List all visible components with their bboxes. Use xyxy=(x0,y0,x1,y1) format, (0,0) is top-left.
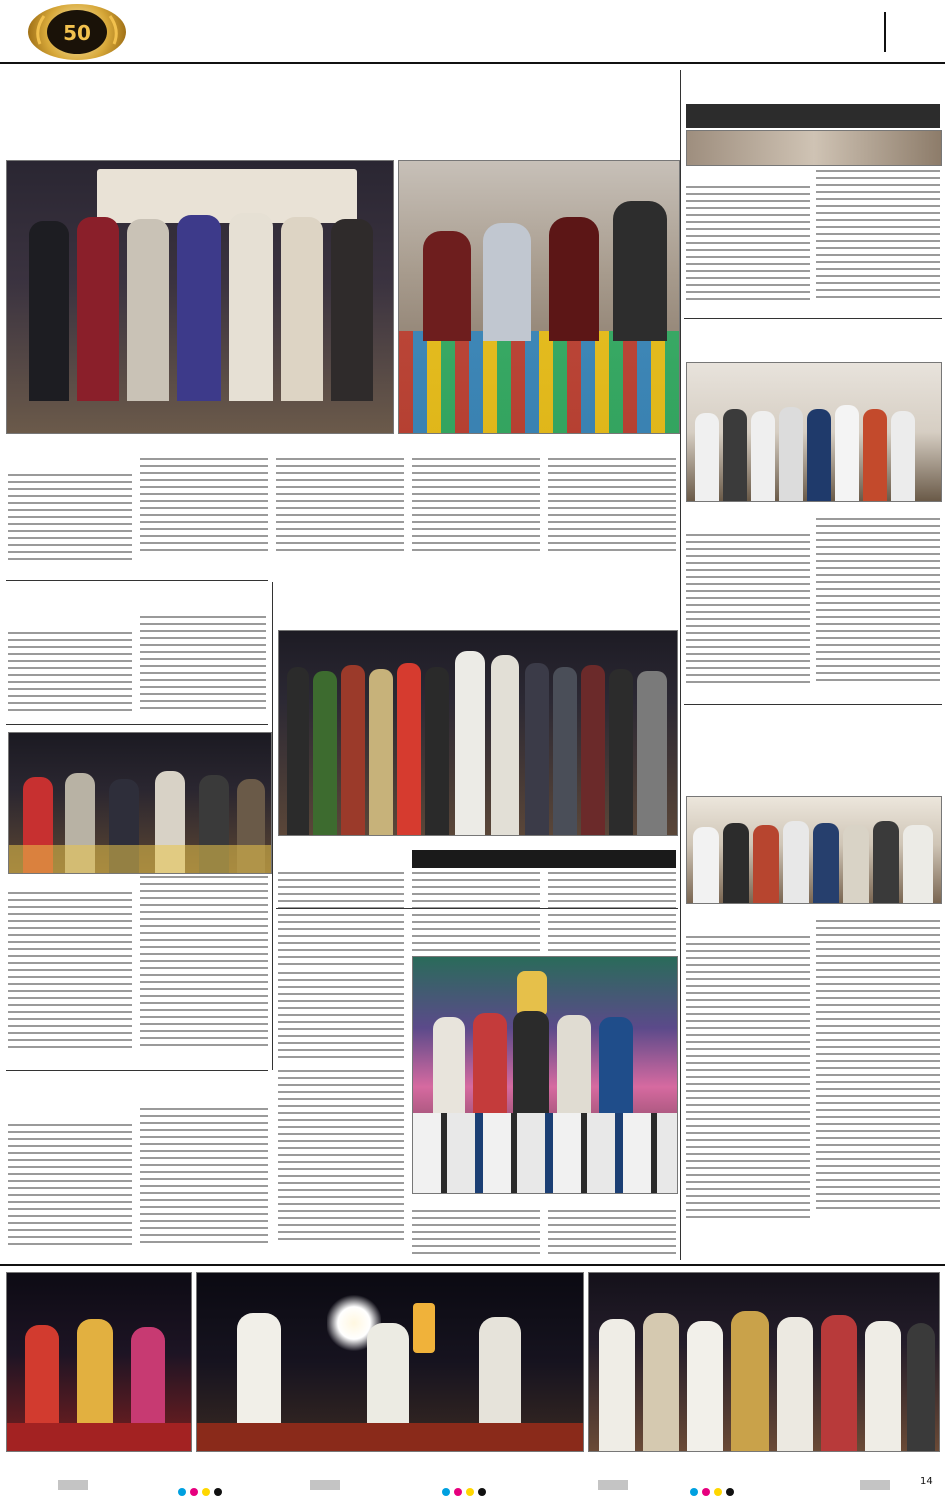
bottom-caption-left xyxy=(6,1454,190,1466)
magenta-dot xyxy=(702,1488,710,1496)
masthead-rule xyxy=(0,62,945,64)
footer-gray-bar-2 xyxy=(310,1480,340,1490)
left-temple-headline xyxy=(8,582,266,612)
black-dot xyxy=(214,1488,222,1496)
left-temple-col-1 xyxy=(8,616,132,722)
left-pilgrim-dateline xyxy=(8,1108,132,1120)
right-top-subhead xyxy=(686,104,940,128)
cyan-dot xyxy=(690,1488,698,1496)
left-pilgrim-col-2 xyxy=(140,1108,268,1260)
right-story-separator-1 xyxy=(684,318,942,319)
yellow-dot xyxy=(714,1488,722,1496)
yellow-dot xyxy=(466,1488,474,1496)
volleyball-stage-photo-wide xyxy=(8,732,272,874)
bottom-caption-right xyxy=(588,1454,938,1466)
center-cricket-dateline xyxy=(278,956,404,968)
left-separator-3 xyxy=(6,1070,268,1071)
left-temple-col-2 xyxy=(140,616,266,722)
registration-dots-3 xyxy=(688,1481,748,1491)
right-top-photo xyxy=(686,130,942,166)
left-temple-dateline xyxy=(8,616,132,628)
page-number xyxy=(892,8,938,54)
masthead-divider xyxy=(884,12,886,52)
cyan-dot xyxy=(442,1488,450,1496)
footer-gray-bar-1 xyxy=(58,1480,88,1490)
right-column-divider-lower xyxy=(680,888,681,1260)
right-2-col-1 xyxy=(686,518,810,702)
center-bjd-caption xyxy=(280,836,676,848)
footer-page-marker: 14 xyxy=(920,1476,933,1487)
right-top-dateline xyxy=(686,170,810,182)
right-2-col-2 xyxy=(816,518,940,702)
main-story-col-5 xyxy=(548,458,676,576)
masthead-date-line-1 xyxy=(138,12,298,28)
main-story-col-3 xyxy=(276,458,404,576)
right-dhanuyatra-headline xyxy=(686,708,940,794)
right-2-headline xyxy=(686,322,940,360)
right-dhanuyatra-caption xyxy=(688,904,940,916)
center-cricket-col-1 xyxy=(278,956,404,1068)
laurel-50-years-icon xyxy=(28,4,126,60)
registration-dots-2 xyxy=(440,1481,500,1491)
main-story-dateline xyxy=(8,458,132,470)
center-cricket-headline xyxy=(278,910,676,950)
cricket-trophy-photo xyxy=(412,956,678,1194)
odissi-dancers-photo xyxy=(6,1272,192,1452)
center-bjd-box-label xyxy=(412,850,676,868)
right-top-col-1 xyxy=(686,170,810,314)
left-separator-2 xyxy=(6,724,268,725)
aarti-ceremony-photo xyxy=(196,1272,584,1452)
right-dhanuyatra-col-1 xyxy=(686,920,810,1252)
left-separator-1 xyxy=(6,580,268,581)
center-cricket-caption xyxy=(414,1194,676,1206)
left-volleyball-col-1 xyxy=(8,876,132,1064)
main-story-col-1 xyxy=(8,458,132,576)
center-separator-cricket xyxy=(276,908,678,909)
footer-gray-bar-4 xyxy=(860,1480,890,1490)
newspaper-logo xyxy=(28,4,126,60)
main-story-col-2 xyxy=(140,458,268,576)
left-pilgrim-headline xyxy=(8,1072,266,1104)
center-bjd-headline xyxy=(278,582,676,626)
magenta-dot xyxy=(190,1488,198,1496)
bottom-caption-center xyxy=(196,1454,582,1466)
dhanuyatra-group-photo xyxy=(686,796,942,904)
stage-group-photo xyxy=(6,160,394,434)
right-dhanuyatra-dateline xyxy=(686,920,810,932)
bottom-band-top-rule xyxy=(0,1264,945,1266)
yellow-dot xyxy=(202,1488,210,1496)
main-headline xyxy=(8,74,674,150)
footer-gray-bar-3 xyxy=(598,1480,628,1490)
center-bjd-dateline xyxy=(280,852,410,864)
congress-meeting-photo xyxy=(686,362,942,502)
right-dhanuyatra-col-2 xyxy=(816,920,940,1252)
registration-dots-1 xyxy=(176,1481,236,1491)
magenta-dot xyxy=(454,1488,462,1496)
black-dot xyxy=(726,1488,734,1496)
book-fair-children-photo xyxy=(398,160,680,434)
right-column-divider xyxy=(680,70,681,888)
main-photo-caption xyxy=(8,436,676,448)
dancing-crowd-photo xyxy=(588,1272,940,1452)
footer xyxy=(0,1472,945,1499)
right-2-dateline xyxy=(686,518,810,530)
masthead xyxy=(0,0,945,62)
left-pilgrim-col-1 xyxy=(8,1108,132,1260)
right-2-caption xyxy=(688,502,940,514)
main-story-col-4 xyxy=(412,458,540,576)
cyan-dot xyxy=(178,1488,186,1496)
center-cricket-col-2 xyxy=(412,1210,540,1260)
section-title xyxy=(682,8,882,54)
black-dot xyxy=(478,1488,486,1496)
right-top-headline xyxy=(686,72,940,102)
bjd-joining-crowd-photo xyxy=(278,630,678,836)
left-column-divider xyxy=(272,582,273,1070)
svg-text:50: 50 xyxy=(63,21,91,45)
right-story-separator-2 xyxy=(684,704,942,705)
left-volleyball-dateline xyxy=(8,876,132,888)
right-top-col-2 xyxy=(816,170,940,314)
center-cricket-col-3 xyxy=(548,1210,676,1260)
left-volleyball-col-2 xyxy=(140,876,268,1064)
masthead-date-line-2 xyxy=(138,34,298,50)
center-cricket-col-1b xyxy=(278,1070,404,1260)
